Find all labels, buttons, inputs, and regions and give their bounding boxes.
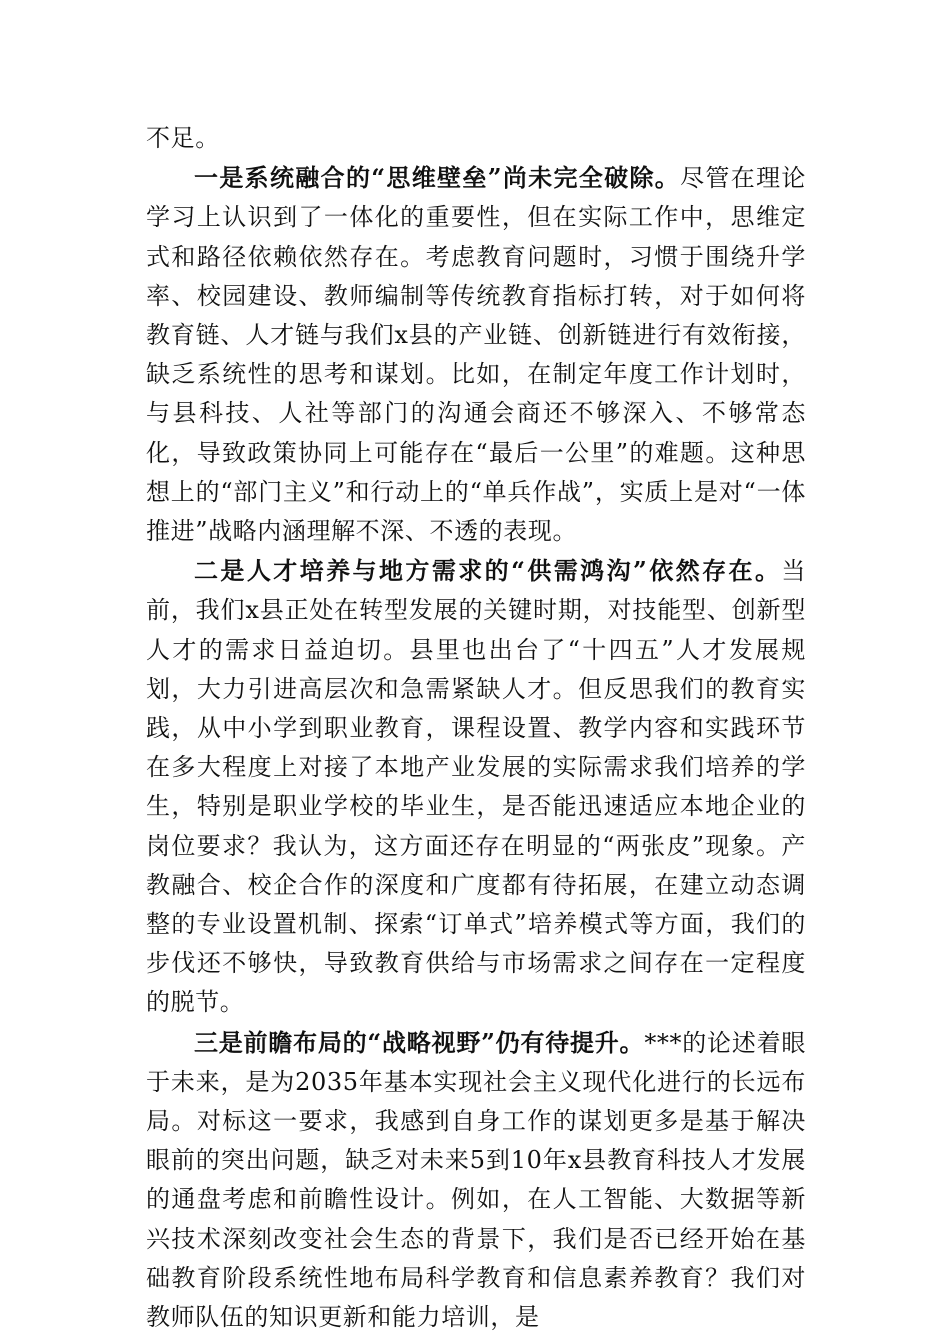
paragraph-point-three: [146, 1023, 806, 1338]
paragraph-text: 不足。: [146, 124, 220, 152]
paragraph-lead-heading: 一是系统融合的“思维壁垒”尚未完全破除。: [194, 163, 681, 193]
document-body: [146, 119, 806, 1337]
paragraph-point-one: [146, 158, 806, 551]
paragraph-text: 尽管在理论学习上认识到了一体化的重要性，但在实际工作中，思维定式和路径依赖依然存在。考虑教育问题时，习惯于围绕升学率、校园建设、教师编制等传统教育指标打转，对于如何将教育链、人才链与我们x县的产业链、创新链进行有效衔接，缺乏系统性的思考和谋划。比如，在制定年度工作计划时，与县科技、人社等部门的沟通会商还不够深入、不够常态化，导致政策协同上可能存在“最后一公里”的难题。这种思想上的“部门主义”和行动上的“单兵作战”，实质上是对“一体推进”战略内涵理解不深、不透的表现。: [146, 164, 807, 546]
paragraph-continuation: [146, 119, 806, 158]
paragraph-text: 当前，我们x县正处在转型发展的关键时期，对技能型、创新型人才的需求日益迫切。县里也出台了“十四五”人才发展规划，大力引进高层次和急需紧缺人才。但反思我们的教育实践，从中小学到职业教育，课程设置、教学内容和实践环节在多大程度上对接了本地产业发展的实际需求我们培养的学生，特别是职业学校的毕业生，是否能迅速适应本地企业的岗位要求？我认为，这方面还存在明显的“两张皮”现象。产教融合、校企合作的深度和广度都有待拓展，在建立动态调整的专业设置机制、探索“订单式”培养模式等方面，我们的步伐还不够快，导致教育供给与市场需求之间存在一定程度的脱节。: [146, 557, 806, 1017]
paragraph-lead-heading: 三是前瞻布局的“战略视野”仍有待提升。: [194, 1027, 645, 1057]
paragraph-text: ***的论述着眼于未来，是为2035年基本实现社会主义现代化进行的长远布局。对标这一要求，我感到自身工作的谋划更多是基于解决眼前的突出问题，缺乏对未来5到10年x县教育科技人才发展的通盘考虑和前瞻性设计。例如，在人工智能、大数据等新兴技术深刻改变社会生态的背景下，我们是否已经开始在基础教育阶段系统性地布局科学教育和信息素养教育？我们对教师队伍的知识更新和能力培训，是: [146, 1028, 806, 1332]
paragraph-point-two: [146, 551, 806, 1022]
paragraph-lead-heading: 二是人才培养与地方需求的“供需鸿沟”依然存在。: [194, 556, 782, 586]
